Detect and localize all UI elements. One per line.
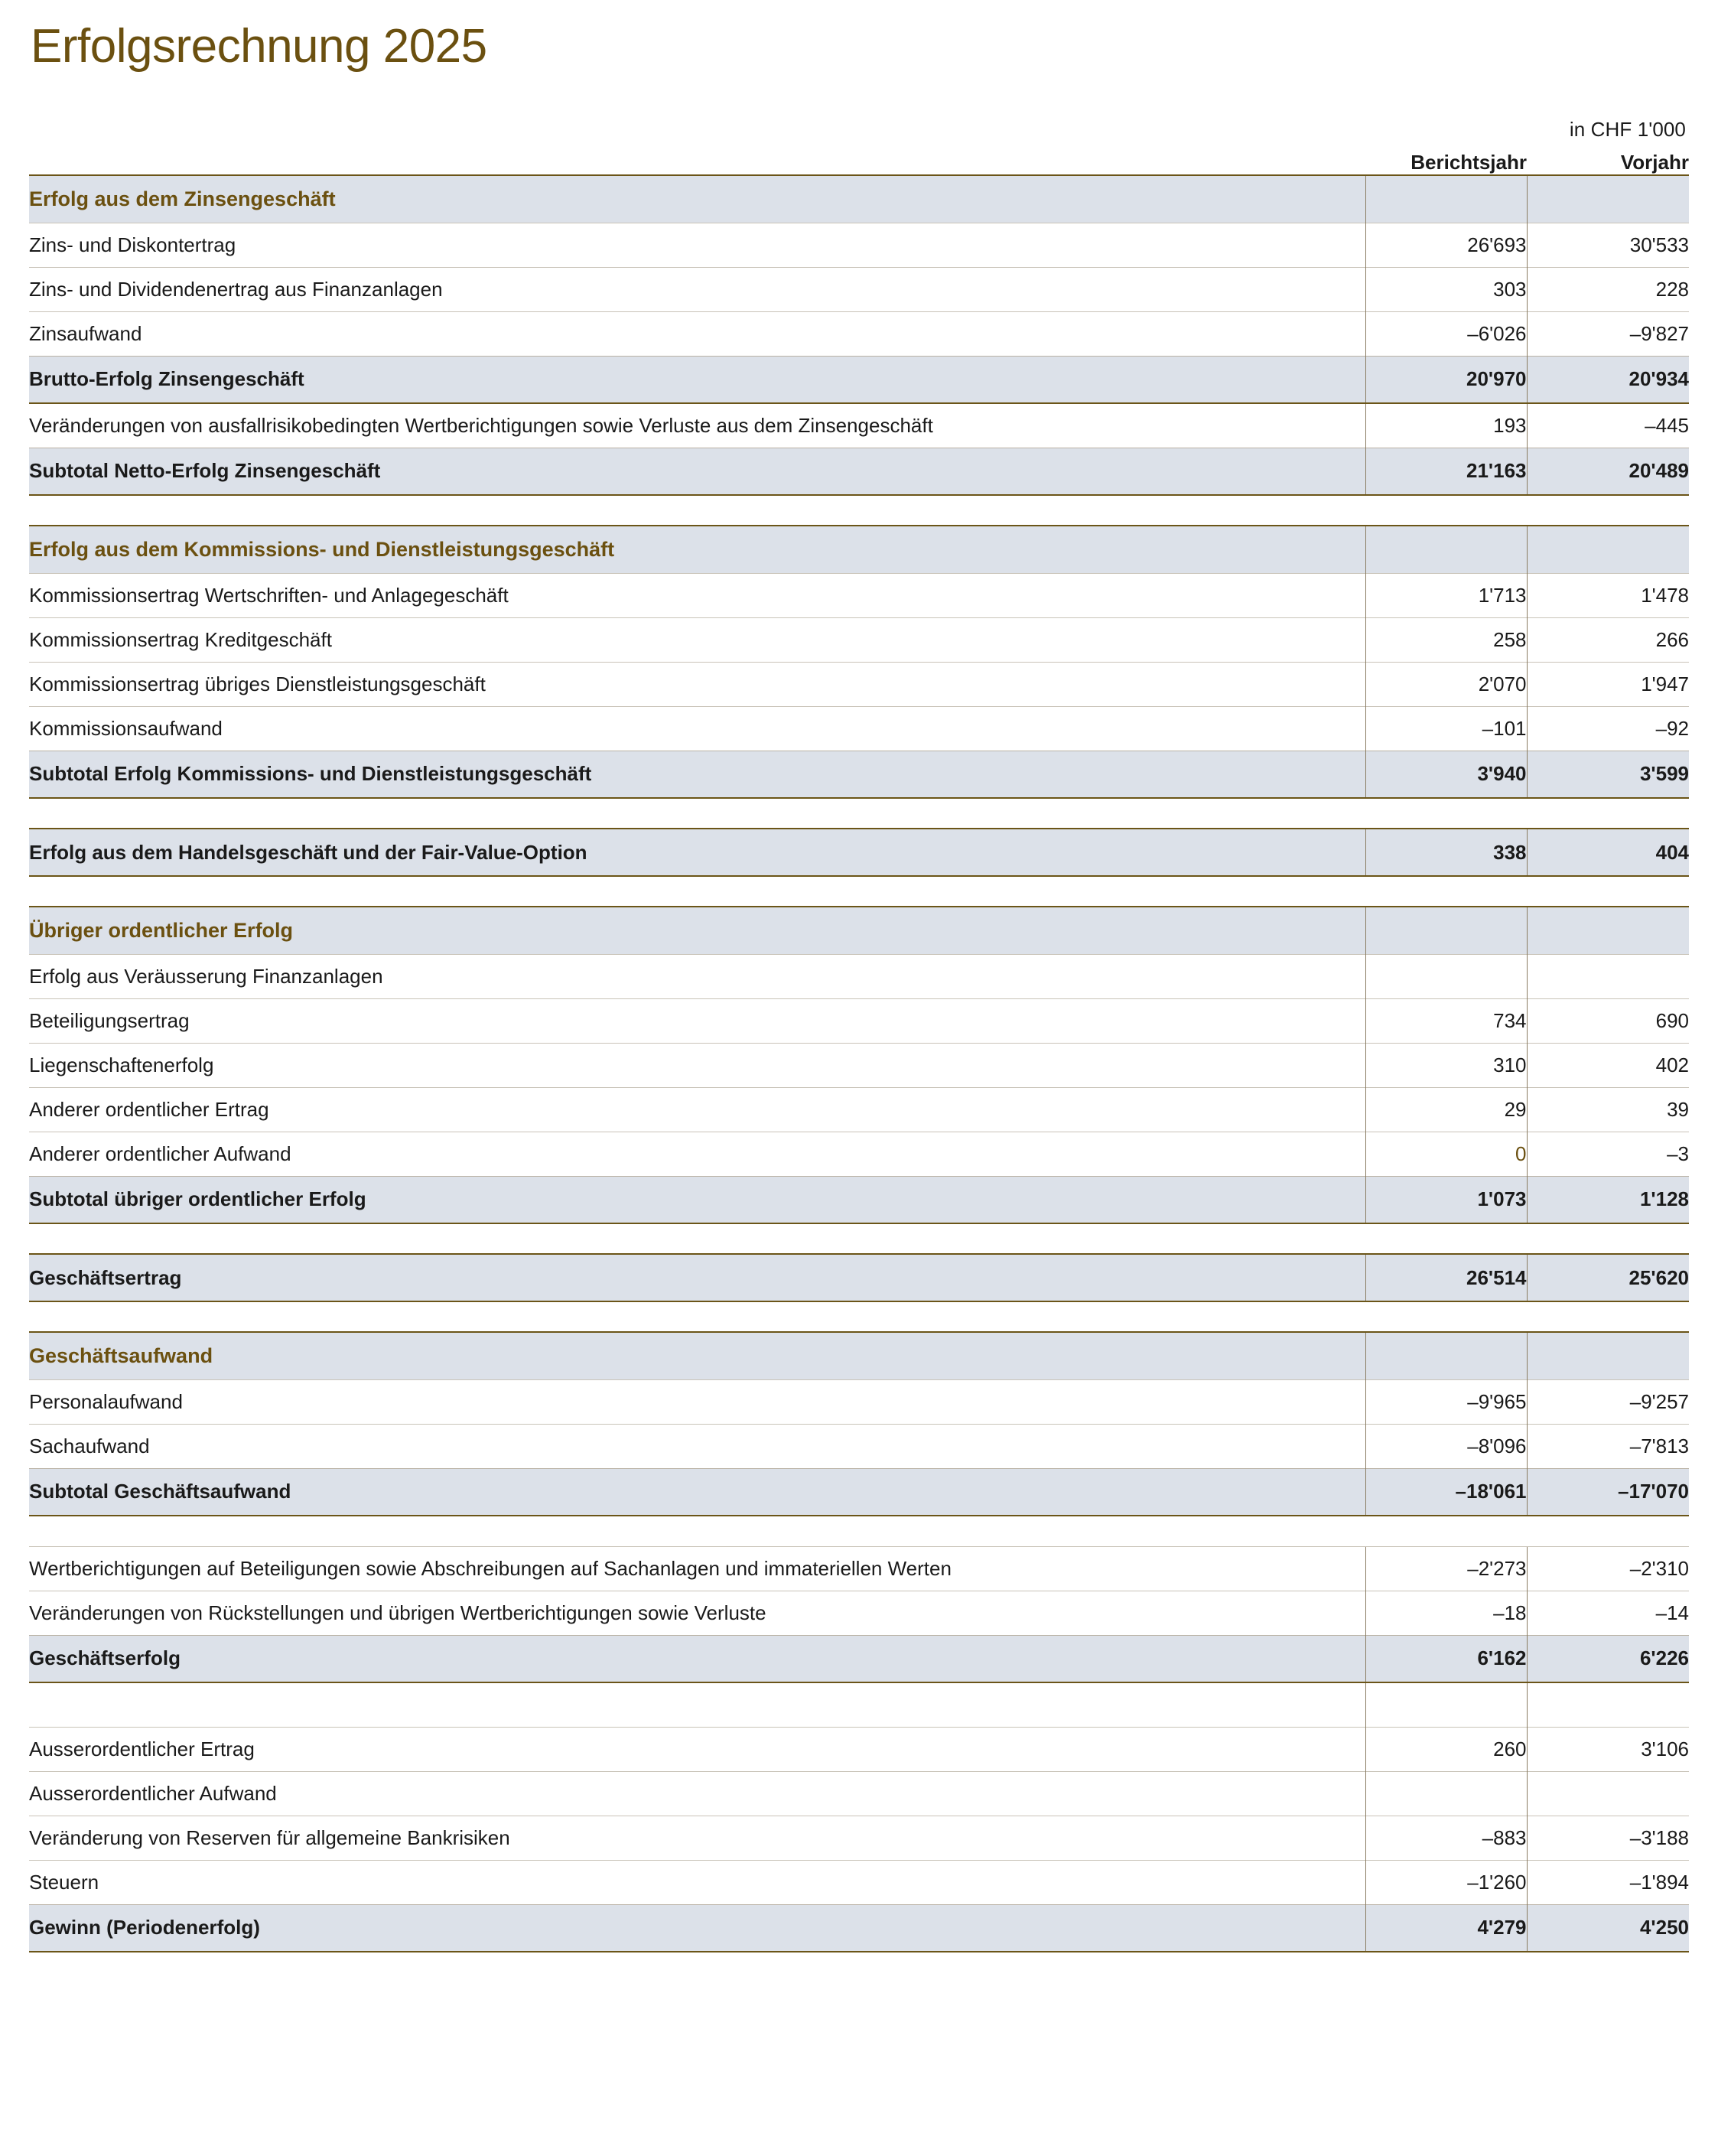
row-value-previous (1527, 1682, 1689, 1727)
subtotal-row (29, 356, 1689, 403)
row-value-current (1365, 1771, 1527, 1816)
row-label: Personalaufwand (29, 1379, 1365, 1424)
subtotal-row (29, 1176, 1689, 1223)
section-header-row (29, 907, 1689, 954)
row-label: Veränderung von Reserven für allgemeine Bankrisiken (29, 1816, 1365, 1860)
section-header-label: Erfolg aus dem Kommissions- und Dienstleistungsgeschäft (29, 526, 1365, 573)
row-value-current: –101 (1365, 706, 1527, 751)
row-value-previous: 1'128 (1527, 1176, 1689, 1223)
row-value-current: –6'026 (1365, 311, 1527, 356)
row-value-current: 260 (1365, 1727, 1527, 1771)
row-value-current: 3'940 (1365, 751, 1527, 798)
subtotal-row (29, 448, 1689, 495)
table-row (29, 1379, 1689, 1424)
block-spacer-cell (29, 495, 1689, 526)
row-label: Zins- und Dividendenertrag aus Finanzanlagen (29, 267, 1365, 311)
row-label: Erfolg aus dem Handelsgeschäft und der Fair-Value-Option (29, 829, 1365, 876)
section-header-previous-cell (1527, 526, 1689, 573)
block-spacer-cell (29, 1301, 1689, 1332)
table-row (29, 706, 1689, 751)
row-value-current: 303 (1365, 267, 1527, 311)
row-value-previous: 39 (1527, 1087, 1689, 1132)
row-value-previous: 1'947 (1527, 662, 1689, 706)
total-row (29, 829, 1689, 876)
row-value-current: 734 (1365, 998, 1527, 1043)
block-spacer (29, 1301, 1689, 1332)
row-label: Kommissionsertrag Wertschriften- und Anlagegeschäft (29, 573, 1365, 617)
row-value-current: 310 (1365, 1043, 1527, 1087)
row-value-current: 338 (1365, 829, 1527, 876)
row-value-previous: –1'894 (1527, 1860, 1689, 1904)
table-row (29, 662, 1689, 706)
row-value-previous: 402 (1527, 1043, 1689, 1087)
row-value-previous: –92 (1527, 706, 1689, 751)
table-row (29, 1771, 1689, 1816)
section-header-previous-cell (1527, 1332, 1689, 1379)
block-spacer (29, 798, 1689, 829)
row-value-current (1365, 954, 1527, 998)
table-header-row (29, 151, 1689, 175)
row-value-previous: –7'813 (1527, 1424, 1689, 1468)
row-label: Sachaufwand (29, 1424, 1365, 1468)
row-label: Kommissionsertrag Kreditgeschäft (29, 617, 1365, 662)
table-row (29, 1546, 1689, 1591)
subtotal-row (29, 1468, 1689, 1516)
row-label: Erfolg aus Veräusserung Finanzanlagen (29, 954, 1365, 998)
section-header-previous-cell (1527, 907, 1689, 954)
subtotal-row (29, 1635, 1689, 1682)
row-value-previous: –17'070 (1527, 1468, 1689, 1516)
section-header-label: Erfolg aus dem Zinsengeschäft (29, 175, 1365, 223)
row-value-current: 26'693 (1365, 223, 1527, 267)
row-label: Steuern (29, 1860, 1365, 1904)
units-note: in CHF 1'000 (1569, 118, 1686, 141)
row-value-previous: 4'250 (1527, 1904, 1689, 1952)
section-header-current-cell (1365, 1332, 1527, 1379)
column-header-label (29, 151, 1365, 175)
row-value-previous: –9'257 (1527, 1379, 1689, 1424)
table-row (29, 1860, 1689, 1904)
column-header-current-year: Berichtsjahr (1411, 151, 1527, 174)
row-value-current: 2'070 (1365, 662, 1527, 706)
table-row (29, 267, 1689, 311)
table-row (29, 1816, 1689, 1860)
section-header-row (29, 175, 1689, 223)
total-row (29, 1254, 1689, 1301)
row-value-previous: 25'620 (1527, 1254, 1689, 1301)
row-value-current: 6'162 (1365, 1635, 1527, 1682)
row-value-current: 21'163 (1365, 448, 1527, 495)
table-row (29, 573, 1689, 617)
row-value-current: 193 (1365, 403, 1527, 448)
section-header-current-cell (1365, 907, 1527, 954)
row-label: Zinsaufwand (29, 311, 1365, 356)
section-header-row (29, 526, 1689, 573)
row-value-previous: 266 (1527, 617, 1689, 662)
table-row (29, 403, 1689, 448)
column-header-previous-year: Vorjahr (1620, 151, 1689, 174)
section-header-row (29, 1332, 1689, 1379)
row-label: Subtotal übriger ordentlicher Erfolg (29, 1176, 1365, 1223)
row-label: Liegenschaftenerfolg (29, 1043, 1365, 1087)
row-value-current: 0 (1365, 1132, 1527, 1176)
row-label (29, 1682, 1365, 1727)
row-label: Wertberichtigungen auf Beteiligungen sowie Abschreibungen auf Sachanlagen und immateriellen Werten (29, 1546, 1365, 1591)
table-header (29, 151, 1689, 175)
row-value-previous: –9'827 (1527, 311, 1689, 356)
section-header-label: Geschäftsaufwand (29, 1332, 1365, 1379)
row-label: Ausserordentlicher Ertrag (29, 1727, 1365, 1771)
row-value-previous: 30'533 (1527, 223, 1689, 267)
row-value-previous (1527, 1771, 1689, 1816)
row-label: Subtotal Geschäftsaufwand (29, 1468, 1365, 1516)
row-value-current: –18 (1365, 1591, 1527, 1635)
row-value-current: 258 (1365, 617, 1527, 662)
table-row (29, 1043, 1689, 1087)
row-value-previous: 20'489 (1527, 448, 1689, 495)
block-spacer (29, 1223, 1689, 1254)
row-label: Anderer ordentlicher Ertrag (29, 1087, 1365, 1132)
table-body (29, 175, 1689, 1952)
row-value-previous: 20'934 (1527, 356, 1689, 403)
row-value-current: 1'073 (1365, 1176, 1527, 1223)
row-value-previous: –14 (1527, 1591, 1689, 1635)
row-value-previous: 404 (1527, 829, 1689, 876)
income-statement-table (29, 151, 1689, 1952)
row-value-previous: –2'310 (1527, 1546, 1689, 1591)
section-header-current-cell (1365, 526, 1527, 573)
block-spacer (29, 495, 1689, 526)
table-row (29, 223, 1689, 267)
block-spacer-cell (29, 876, 1689, 907)
row-value-current: –2'273 (1365, 1546, 1527, 1591)
table-row (29, 617, 1689, 662)
row-value-current: 29 (1365, 1087, 1527, 1132)
table-row (29, 311, 1689, 356)
subtotal-row (29, 1904, 1689, 1952)
row-label: Anderer ordentlicher Aufwand (29, 1132, 1365, 1176)
row-label: Veränderungen von Rückstellungen und übrigen Wertberichtigungen sowie Verluste (29, 1591, 1365, 1635)
table-row (29, 1132, 1689, 1176)
block-spacer (29, 876, 1689, 907)
block-spacer-cell (29, 1223, 1689, 1254)
section-header-current-cell (1365, 175, 1527, 223)
row-label: Kommissionsertrag übriges Dienstleistungsgeschäft (29, 662, 1365, 706)
row-value-previous: –3'188 (1527, 1816, 1689, 1860)
row-value-current: –883 (1365, 1816, 1527, 1860)
row-value-previous: 6'226 (1527, 1635, 1689, 1682)
row-value-current (1365, 1682, 1527, 1727)
row-value-current: 20'970 (1365, 356, 1527, 403)
row-label: Ausserordentlicher Aufwand (29, 1771, 1365, 1816)
table-row (29, 1591, 1689, 1635)
row-value-current: 26'514 (1365, 1254, 1527, 1301)
row-label: Geschäftsertrag (29, 1254, 1365, 1301)
row-value-previous: 3'599 (1527, 751, 1689, 798)
row-label: Geschäftserfolg (29, 1635, 1365, 1682)
section-header-label: Übriger ordentlicher Erfolg (29, 907, 1365, 954)
row-value-previous: 228 (1527, 267, 1689, 311)
row-value-previous: 1'478 (1527, 573, 1689, 617)
row-value-current: –9'965 (1365, 1379, 1527, 1424)
row-value-previous: 3'106 (1527, 1727, 1689, 1771)
row-label: Subtotal Netto-Erfolg Zinsengeschäft (29, 448, 1365, 495)
table-row (29, 998, 1689, 1043)
row-label: Veränderungen von ausfallrisikobedingten Wertberichtigungen sowie Verluste aus dem Zinsengeschäft (29, 403, 1365, 448)
row-value-current: –8'096 (1365, 1424, 1527, 1468)
row-value-current: 4'279 (1365, 1904, 1527, 1952)
row-label: Subtotal Erfolg Kommissions- und Dienstleistungsgeschäft (29, 751, 1365, 798)
row-label: Zins- und Diskontertrag (29, 223, 1365, 267)
block-spacer-cell (29, 798, 1689, 829)
block-spacer (29, 1516, 1689, 1546)
row-value-previous (1527, 954, 1689, 998)
row-value-previous: –445 (1527, 403, 1689, 448)
row-value-previous: –3 (1527, 1132, 1689, 1176)
page-title: Erfolgsrechnung 2025 (31, 20, 487, 73)
spacer-row (29, 1682, 1689, 1727)
table-row (29, 1087, 1689, 1132)
row-label: Kommissionsaufwand (29, 706, 1365, 751)
block-spacer-cell (29, 1516, 1689, 1546)
subtotal-row (29, 751, 1689, 798)
table-row (29, 954, 1689, 998)
row-label: Beteiligungsertrag (29, 998, 1365, 1043)
section-header-previous-cell (1527, 175, 1689, 223)
table-row (29, 1727, 1689, 1771)
row-value-current: –1'260 (1365, 1860, 1527, 1904)
row-label: Brutto-Erfolg Zinsengeschäft (29, 356, 1365, 403)
row-value-current: 1'713 (1365, 573, 1527, 617)
table-row (29, 1424, 1689, 1468)
row-value-current: –18'061 (1365, 1468, 1527, 1516)
row-label: Gewinn (Periodenerfolg) (29, 1904, 1365, 1952)
row-value-previous: 690 (1527, 998, 1689, 1043)
